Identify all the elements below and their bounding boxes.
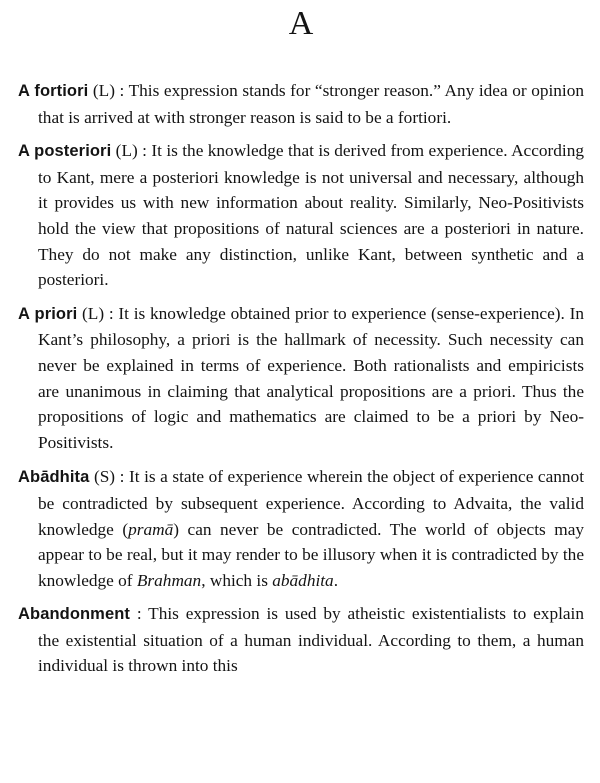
entry-term: Abandonment	[18, 605, 131, 624]
entry-italic-term: abādhita	[272, 570, 334, 590]
entry-term: A fortiori	[18, 82, 89, 100]
entry-term: A posteriori	[18, 142, 112, 161]
entry-list	[18, 78, 584, 679]
entry-term: Abādhita	[18, 468, 90, 487]
dictionary-entry	[18, 464, 584, 593]
entry-definition-text: .	[333, 570, 339, 590]
entry-definition-text: (L) : It is knowledge obtained prior to experience (sense-experience). In Kant’s philosophy, a priori is the hallmark of necessity. Such necessity can never be explained in terms of experience. Both rationalists and empiricists are unanimous in claiming that analytical propositions are a priori. Thus the propositions of logic and mathematics are claimed to be a priori by Neo-Positivists.	[38, 303, 584, 452]
entry-definition-text: ) can never be contradicted. The world of objects may appear to be real, but it may render to be illusory when it is contradicted by the knowledge of	[38, 519, 585, 590]
entry-definition-text: (L) : It is the knowledge that is derived from experience. According to Kant, mere a posteriori knowledge is not universal and necessary, although it provides us with new information about reality. Similarly, Neo-Positivists hold the view that propositions of natural sciences are a posteriori in nature. They do not make any distinction, unlike Kant, between synthetic and a posteriori.	[38, 141, 585, 290]
dictionary-page	[18, 0, 584, 687]
dictionary-entry	[18, 301, 584, 456]
entry-italic-term: pramā	[128, 519, 174, 539]
dictionary-entry	[18, 601, 584, 679]
entry-italic-term: Brahman	[136, 570, 202, 590]
entry-definition-text: (S) : It is a state of experience wherein the object of experience cannot be contradicted by subsequent experience. According to Advaita, the valid knowledge (	[38, 467, 584, 539]
dictionary-entry	[18, 138, 584, 293]
section-letter-heading: A	[288, 5, 314, 42]
entry-definition-text: , which is	[201, 570, 273, 590]
entry-term: A priori	[18, 304, 78, 323]
entry-definition-text: (L) : This expression stands for “stronger reason.” Any idea or opinion that is arrived at with stronger reason is said to be a fortiori.	[38, 81, 584, 127]
dictionary-entry	[18, 78, 584, 130]
entry-definition-text: : This expression is used by atheistic existentialists to explain the existential situation of a human individual. According to them, a human individual is thrown into this	[38, 604, 584, 676]
